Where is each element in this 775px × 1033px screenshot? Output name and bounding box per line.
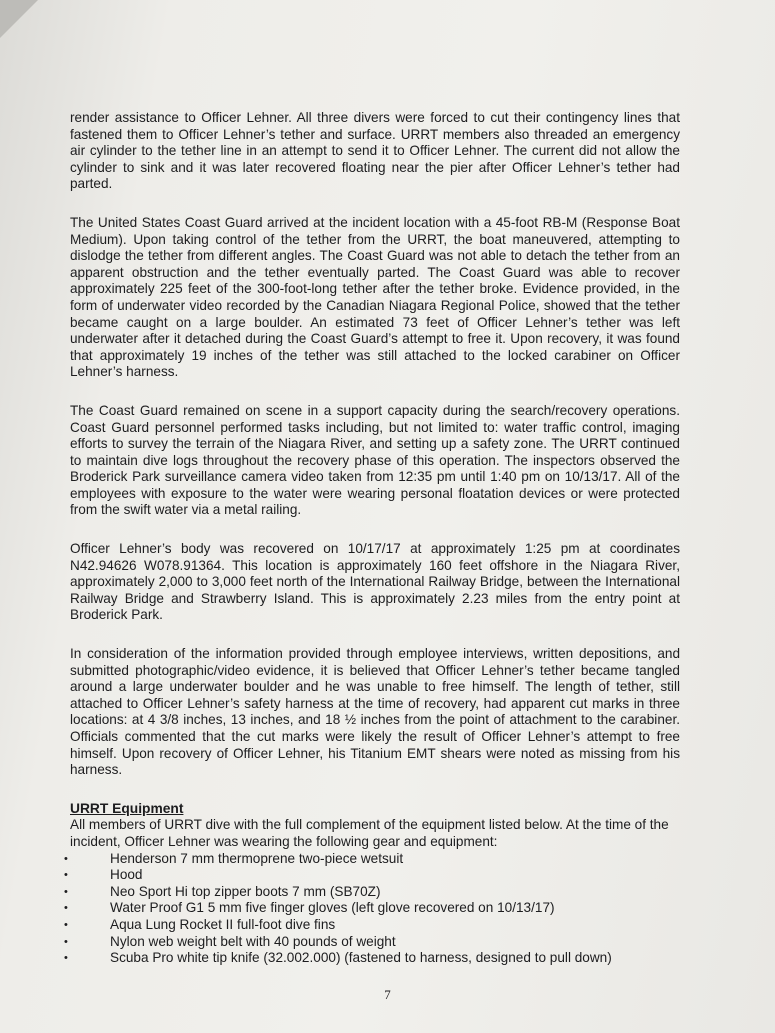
list-item: • Scuba Pro white tip knife (32.002.000) (fastened to harness, designed to pull down) [70,950,680,967]
paragraph-5: In consideration of the information provided through employee interviews, written depositions, and submitted photographic/video evidence, it is believed that Officer Lehner’s tether became tangled around a large underwater boulder and he was unable to free himself. The length of tether, still attached to Officer Lehner’s safety harness at the time of recovery, had apparent cut marks in three locations: at 4 3/8 inches, 13 inches, and 18 ½ inches from the point of attachment to the carabiner. Officials commented that the cut marks were likely the result of Officer Lehner’s attempt to free himself. Upon recovery of Officer Lehner, his Titanium EMT shears were noted as missing from his harness. [70,646,680,778]
list-item: • Neo Sport Hi top zipper boots 7 mm (SB70Z) [70,884,680,901]
list-item: • Henderson 7 mm thermoprene two-piece wetsuit [70,851,680,868]
page-number: 7 [384,987,391,1002]
list-item: • Water Proof G1 5 mm five finger gloves (left glove recovered on 10/13/17) [70,900,680,917]
list-item: • Nylon web weight belt with 40 pounds of weight [70,934,680,951]
section-intro: All members of URRT dive with the full complement of the equipment listed below. At the time of the incident, Officer Lehner was wearing the following gear and equipment: [70,817,669,849]
page-corner-fold [0,0,38,38]
paragraph-3: The Coast Guard remained on scene in a support capacity during the search/recovery operations. Coast Guard personnel performed tasks including, but not limited to: water traffic control, imaging efforts to survey the terrain of the Niagara River, and setting up a safety zone. The URRT continued to maintain dive logs throughout the recovery phase of this operation. The inspectors observed the Broderick Park surveillance camera video taken from 12:35 pm until 1:40 pm on 10/13/17. All of the employees with exposure to the water were wearing personal floatation devices or were protected from the swift water via a metal railing. [70,402,680,518]
equipment-section [70,801,680,967]
paragraph-1: render assistance to Officer Lehner. All three divers were forced to cut their contingency lines that fastened them to Officer Lehner’s tether and surface. URRT members also threaded an emergency air cylinder to the tether line in an attempt to send it to Officer Lehner. The current did not allow the cylinder to sink and it was later recovered floating near the pier after Officer Lehner’s tether had parted. [70,110,680,192]
paragraph-4: Officer Lehner’s body was recovered on 10/17/17 at approximately 1:25 pm at coordinates N42.94626 W078.91364. This location is approximately 160 feet offshore in the Niagara River, approximately 2,000 to 3,000 feet north of the International Railway Bridge, between the International Railway Bridge and Strawberry Island. This is approximately 2.23 miles from the entry point at Broderick Park. [70,541,680,623]
document-body [70,110,680,967]
paragraph-2: The United States Coast Guard arrived at the incident location with a 45-foot RB-M (Response Boat Medium). Upon taking control of the tether from the URRT, the boat maneuvered, attempting to dislodge the tether from different angles. The Coast Guard was not able to detach the tether from an apparent obstruction and the tether eventually parted. The Coast Guard was able to recover approximately 225 feet of the 300-foot-long tether after the tether broke. Evidence provided, in the form of underwater video recorded by the Canadian Niagara Regional Police, showed that the tether became caught on a large boulder. An estimated 73 feet of Officer Lehner’s tether was left underwater after it detached during the Coast Guard’s attempt to free it. Upon recovery, it was found that approximately 19 inches of the tether was still attached to the locked carabiner on Officer Lehner’s harness. [70,214,680,380]
section-title: URRT Equipment [70,800,184,816]
list-item: • Aqua Lung Rocket II full-foot dive fins [70,917,680,934]
list-item: • Hood [70,867,680,884]
equipment-list [70,851,680,967]
